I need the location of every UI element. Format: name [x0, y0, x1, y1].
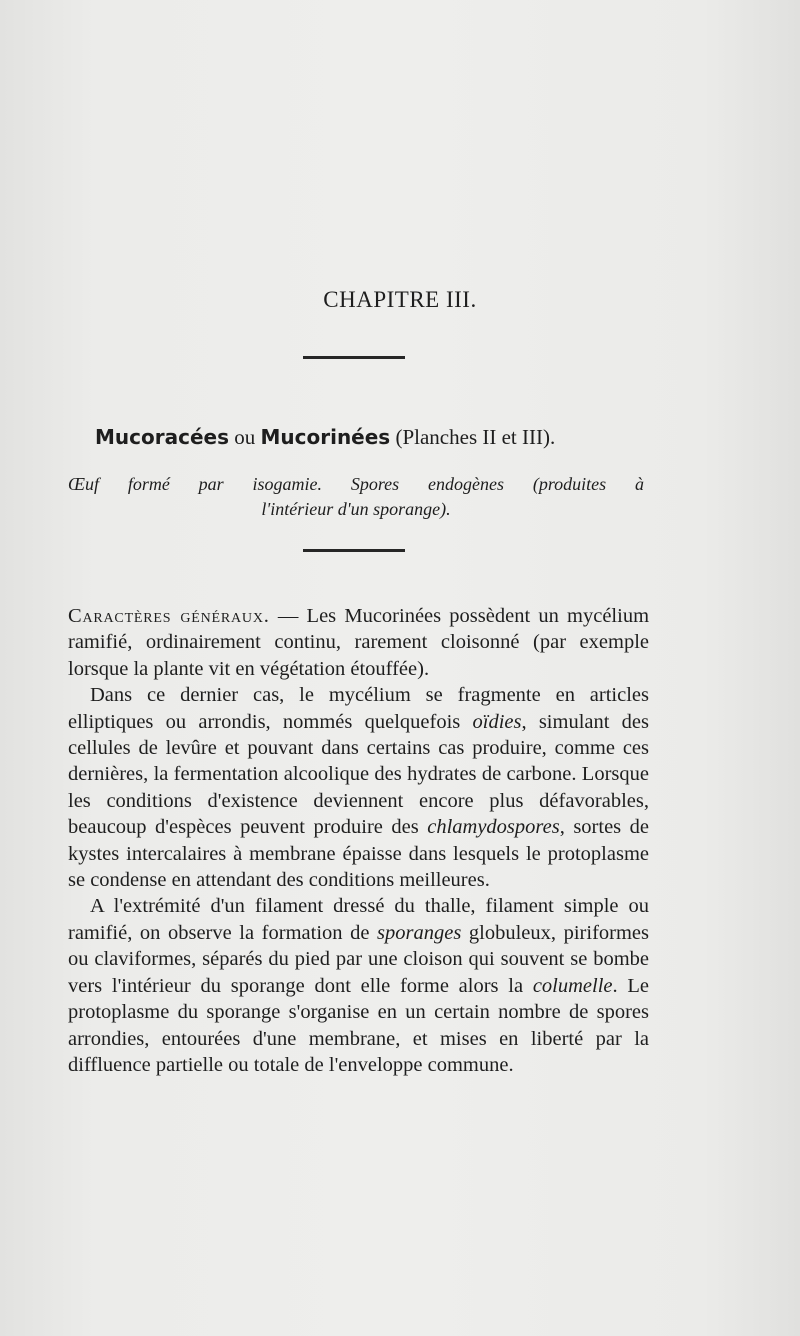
divider-bottom — [303, 549, 405, 552]
term-oidies: oïdies — [472, 710, 522, 733]
section-heading — [95, 425, 555, 450]
subtitle-line-1: Œuf formé par isogamie. Spores endogènes (produites à — [68, 474, 644, 494]
section-name-mucorinees: Mucorinées — [260, 425, 391, 449]
divider-top — [303, 356, 405, 359]
term-chlamydospores: chlamydospores — [427, 816, 560, 839]
paragraph-mycelium: Dans ce dernier cas, le mycélium se fragmente en articles elliptiques ou arrondis, nommés quelquefois oïdies, simulant des cellules de levûre et pouvant dans certains cas produire, comme ces dernières, la fermentation alcoolique des hydrates de carbone. Lorsque les conditions d'existence deviennent encore plus défavorables, beaucoup d'espèces peuvent produire des chlamydospores, sortes de kystes intercalaires à membrane épaisse dans lesquels le protoplasme se condense en attendant des conditions meilleures. — [68, 684, 649, 892]
paragraph-label: Caractères généraux. — [68, 605, 270, 627]
section-name-mucoracees: Mucoracées — [95, 425, 229, 449]
body-text — [68, 603, 649, 1078]
term-sporanges: sporanges — [377, 921, 462, 944]
term-columelle: columelle — [532, 974, 613, 997]
paragraph-general-characters: Caractères généraux. — Les Mucorinées possèdent un mycélium ramifié, ordinairement continu, rarement cloisonné (par exemple lorsque la plante vit en végétation étouffée). — [68, 605, 650, 680]
section-connector: ou — [228, 425, 261, 449]
subtitle-line-2: l'intérieur d'un sporange). — [261, 499, 451, 519]
chapter-title: CHAPITRE III. — [323, 287, 477, 312]
section-plates-reference: (Planches II et III). — [390, 425, 556, 449]
paragraph-sporanges: A l'extrémité d'un filament dressé du thalle, filament simple ou ramifié, on observe la formation de sporanges globuleux, piriformes ou claviformes, séparés du pied par une cloison qui souvent se bombe vers l'intérieur du sporange dont elle forme alors la columelle. Le protoplasme du sporange s'organise en un certain nombre de spores arrondies, entourées d'une membrane, et mises en liberté par la diffluence partielle ou totale de l'enveloppe commune. — [68, 895, 650, 1076]
